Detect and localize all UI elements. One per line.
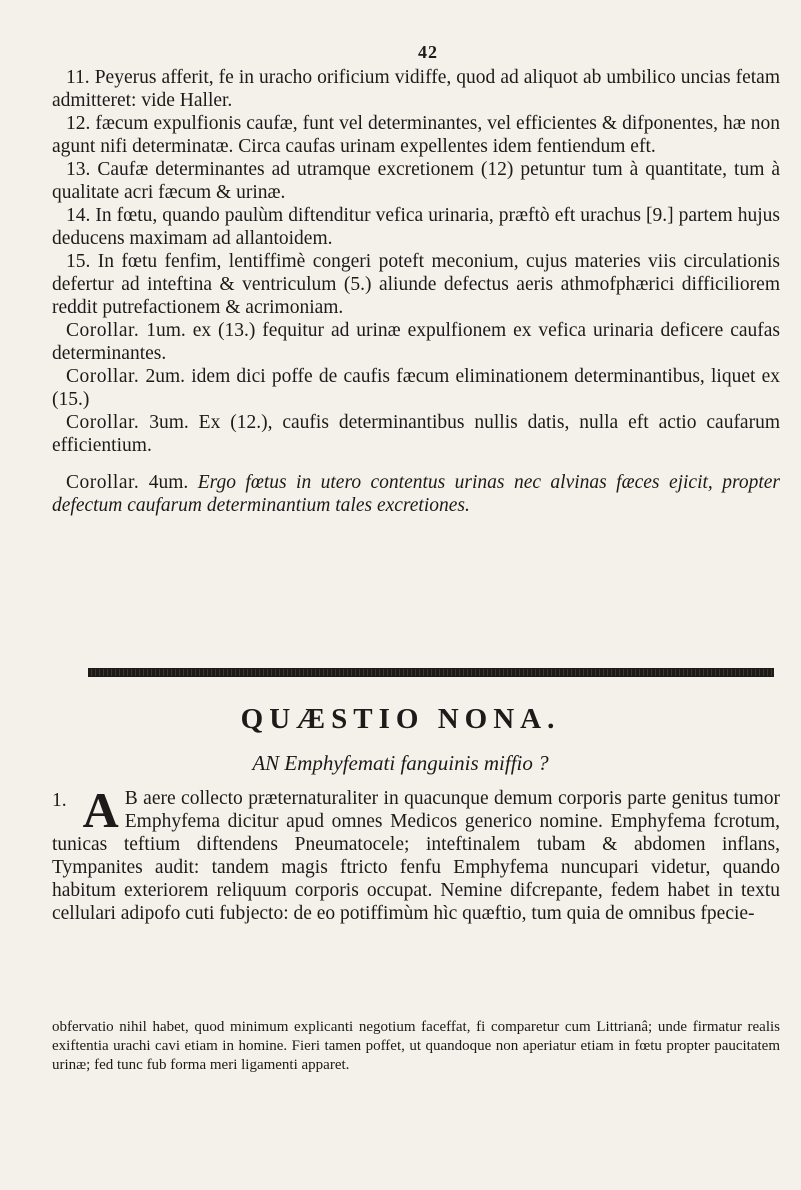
paragraph-text: In fœtu fenfim, lentiffimè congeri poteft meconium, cujus materies viis circulationis defertur ad inteftina & ventriculum (5.) aliunde defectus aeris athmofphærici difficiliorem reddit putrefactionem & acrimoniam. — [52, 251, 781, 318]
paragraph-text: Caufæ determinantes ad utramque excretionem (12) petuntur tum à quantitate, tum à qualitate acri fæcum & urinæ. — [52, 159, 780, 203]
corollary-label: Corollar. — [66, 320, 140, 341]
corollary-text: Ex (12.), caufis determinantibus nullis datis, nulla eft actio caufarum efficientium. — [52, 412, 781, 456]
corollary-label: Corollar. — [66, 366, 140, 387]
section-paragraph-1 — [52, 782, 780, 925]
corollary-label: Corollar. — [66, 412, 140, 433]
paragraph-text: Peyerus afferit, fe in uracho orificium vidiffe, quod ad aliquot ab umbilico uncias fetam admitteret: vide Haller. — [52, 67, 781, 111]
paragraph-14 — [52, 204, 780, 250]
main-text — [52, 66, 780, 517]
paragraph-text: fæcum expulfionis caufæ, funt vel determinantes, vel efficientes & difponentes, hæ non agunt nifi determinatæ. Circa caufas urinam expellentes idem fentiendum eft. — [52, 113, 780, 157]
section-body — [52, 782, 780, 925]
paragraph-number: 11. — [66, 67, 90, 88]
paragraph-13 — [52, 158, 780, 204]
paragraph-11 — [52, 66, 780, 112]
corollary-3 — [52, 411, 780, 457]
section-subtitle: AN Emphyfemati fanguinis miffio ? — [252, 751, 549, 775]
paragraph-number: 15. — [66, 251, 91, 272]
corollary-ordinal: 4um. — [148, 472, 189, 493]
drop-cap: A — [82, 782, 119, 838]
paragraph-number: 14. — [66, 205, 91, 226]
corollary-ordinal: 1um. — [146, 320, 186, 341]
corollary-text: ex (13.) fequitur ad urinæ expulfionem ex vefica urinaria deficere caufas determinantes. — [52, 320, 780, 364]
section-title: QUÆSTIO NONA. — [240, 703, 561, 735]
corollary-ordinal: 3um. — [149, 412, 189, 433]
paragraph-15 — [52, 250, 780, 319]
corollary-label: Corollar. — [66, 472, 140, 493]
paragraph-number: 12. — [66, 113, 91, 134]
paragraph-number: 13. — [66, 159, 91, 180]
paragraph-text: In fœtu, quando paulùm diftenditur vefica urinaria, præftò eft urachus [9.] partem hujus deducens maximam ad allantoidem. — [52, 205, 780, 249]
footnote: obfervatio nihil habet, quod minimum explicanti negotium faceffat, fi comparetur cum Littrianâ; unde firmatur realis exiftentia urachi cavi etiam in homine. Fieri tamen poffet, ut quandoque non aperiatur etiam in fœtu propter paucitatem urinæ; fed tunc fub forma meri ligamenti apparet. — [52, 1019, 780, 1073]
ornamental-rule — [88, 668, 774, 677]
corollary-text: idem dici poffe de caufis fæcum eliminationem determinantibus, liquet ex (15.) — [52, 366, 781, 410]
corollary-ordinal: 2um. — [145, 366, 186, 387]
page-number: 42 — [418, 42, 438, 62]
section-paragraph-text: B aere collecto præternaturaliter in quacunque demum corporis parte genitus tumor Emphyfema dicitur apud omnes Medicos generico nomine. Emphyfema fcrotum, tunicas teftium diftendens Pneumatocele; inteftinalem tubam & abdomen inflans, Tympanites audit: tandem magis ftricto fenfu Emphyfema nuncupari videtur, quando habitum exteriorem reliquum corporis occupat. Nemine difcrepante, fedem habet in textu cellulari adipofo cuti fubjecto: de eo potiffimùm hìc quæftio, tum quia de omnibus fpecie- — [52, 788, 780, 924]
corollary-4 — [52, 471, 780, 517]
corollary-1 — [52, 319, 780, 365]
corollary-2 — [52, 365, 780, 411]
paragraph-number: 1. — [52, 790, 67, 811]
corollary-text: Ergo fœtus in utero contentus urinas nec alvinas fæces ejicit, propter defectum caufarum determinantium tales excretiones. — [52, 472, 781, 516]
paragraph-12 — [52, 112, 780, 158]
